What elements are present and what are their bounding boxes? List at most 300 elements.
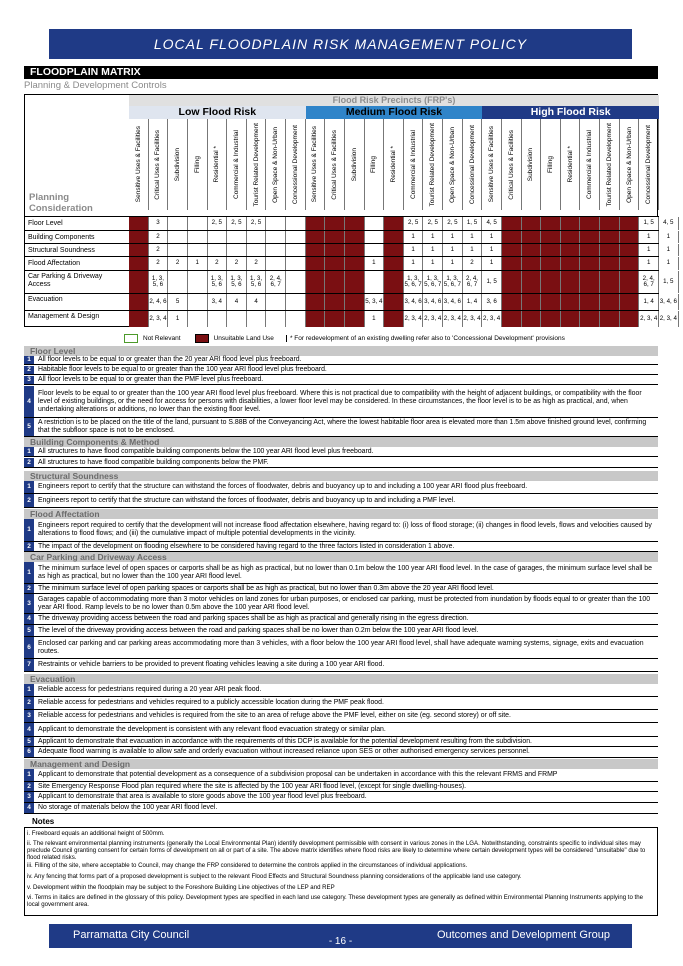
matrix-cell: 1, 3, 5, 6, 7 — [423, 271, 443, 293]
matrix-cell: 2 — [149, 257, 169, 270]
matrix-cell — [306, 257, 326, 270]
item-number: 7 — [24, 659, 34, 671]
subtitle: Planning & Development Controls — [24, 80, 167, 91]
matrix-cell — [129, 231, 149, 243]
matrix-cell — [129, 257, 149, 270]
matrix-cell: 2, 5 — [404, 217, 424, 230]
consideration-item — [24, 710, 658, 723]
matrix-cell: 1 — [423, 244, 443, 256]
column-header: Residential * — [384, 119, 404, 210]
column-header: Commercial & Industrial — [227, 119, 247, 210]
matrix-cell — [502, 231, 522, 243]
matrix-cell — [325, 271, 345, 293]
matrix-cell — [129, 311, 149, 327]
matrix-cell — [325, 311, 345, 327]
matrix-cell: 1 — [168, 311, 188, 327]
consideration-item — [24, 366, 658, 375]
matrix-cell: 3 — [149, 217, 169, 230]
matrix-cell — [188, 294, 208, 310]
item-number: 4 — [24, 614, 34, 624]
matrix-cell: 2, 3, 4 — [482, 311, 502, 327]
matrix-cell — [580, 311, 600, 327]
item-number: 2 — [24, 494, 34, 507]
row-label: Car Parking & Driveway Access — [28, 273, 103, 288]
matrix-cell: 1, 5 — [659, 271, 679, 293]
section-heading: Floor Level — [24, 346, 658, 356]
matrix-cell: 2, 3, 4 — [423, 311, 443, 327]
matrix-cell: 1, 4 — [639, 294, 659, 310]
matrix-cell — [188, 231, 208, 243]
item-number: 2 — [24, 782, 34, 791]
matrix-cell — [188, 244, 208, 256]
matrix-cell — [286, 311, 306, 327]
matrix-cell — [580, 257, 600, 270]
matrix-cell: 5, 3, 4 — [365, 294, 385, 310]
item-number: 4 — [24, 386, 34, 417]
item-text: A restriction is to be placed on the title of the land, pursuant to S.88B of the Conveyancing Act, where the lowest habitable floor area is elevated more than 1.5m above finished ground level, confirming that the subfloor space is not to be enclosed. — [38, 419, 647, 434]
item-number: 3 — [24, 376, 34, 384]
matrix-cell: 1, 3, 5, 6 — [227, 271, 247, 293]
footer-council: Parramatta City Council — [73, 929, 190, 941]
matrix-cell — [365, 244, 385, 256]
matrix-cell — [168, 244, 188, 256]
legend-unsuitable-label: Unsuitable Land Use — [213, 334, 274, 342]
matrix-cell: 3, 4, 6 — [659, 294, 679, 310]
consideration-item — [24, 792, 658, 803]
matrix-cell — [188, 217, 208, 230]
matrix-cell — [600, 294, 620, 310]
matrix-cell: 2, 3, 4 — [659, 311, 679, 327]
matrix-cell — [522, 244, 542, 256]
matrix-cell: 1, 3, 5, 6 — [247, 271, 267, 293]
column-header: Subdivision — [345, 119, 365, 210]
matrix-cell — [620, 231, 640, 243]
item-text: The level of the driveway providing access between the road and parking spaces shall be no lower than 0.2m below the 100 year ARI flood level. — [38, 626, 479, 634]
matrix-cell: 2 — [247, 257, 267, 270]
item-number: 1 — [24, 481, 34, 493]
consideration-item — [24, 594, 658, 614]
matrix-cell — [561, 311, 581, 327]
matrix-cell: 3, 6 — [482, 294, 502, 310]
matrix-cell: 2, 4, 6 — [149, 294, 169, 310]
item-text: Reliable access for pedestrians required during a 20 year ARI peak flood. — [38, 686, 262, 693]
matrix-cell — [580, 271, 600, 293]
matrix-cell — [129, 294, 149, 310]
policy-banner: LOCAL FLOODPLAIN RISK MANAGEMENT POLICY — [49, 29, 632, 59]
matrix-cell: 2, 5 — [227, 217, 247, 230]
matrix-cell: 2, 5 — [423, 217, 443, 230]
consideration-item — [24, 637, 658, 659]
matrix-cell: 1 — [443, 231, 463, 243]
item-number: 3 — [24, 594, 34, 613]
matrix-row — [25, 256, 671, 270]
matrix-cell — [247, 244, 267, 256]
matrix-cell: 2, 5 — [247, 217, 267, 230]
matrix-cell: 4 — [227, 294, 247, 310]
item-number: 4 — [24, 803, 34, 813]
matrix-cell: 1 — [404, 244, 424, 256]
matrix-cell: 1 — [423, 257, 443, 270]
item-number: 5 — [24, 418, 34, 436]
consideration-item — [24, 562, 658, 584]
item-text: Habitable floor levels to be equal to or greater than the 100 year ARI flood level plus freeboard. — [38, 366, 327, 373]
matrix-cell: 2, 3, 4 — [443, 311, 463, 327]
matrix-cell — [227, 231, 247, 243]
matrix-cell: 1 — [639, 257, 659, 270]
consideration-item — [24, 418, 658, 437]
note-item: vi. Terms in italics are defined in the glossary of this policy. Development types are specified in each land use category. These development types are generally as defined within Environmental Planning Instruments applying to the local government area. — [27, 894, 644, 908]
matrix-cell — [168, 217, 188, 230]
matrix-cell — [266, 257, 286, 270]
item-text: The minimum surface level of open spaces or carports shall be as high as practical, but no lower than 0.1m below the 100 year ARI flood level. In the case of garages, the minimum surface level shall be as high as practical, but no lower than the 100 year ARI flood level. — [38, 564, 652, 580]
matrix-cell: 1 — [463, 231, 483, 243]
consideration-item — [24, 659, 658, 672]
column-header: Critical Uses & Facilities — [325, 119, 345, 210]
column-header: Tourist Related Development — [247, 119, 267, 210]
matrix-cell — [561, 294, 581, 310]
matrix-cell — [384, 244, 404, 256]
matrix-cell — [345, 257, 365, 270]
matrix-cell: 2 — [149, 231, 169, 243]
item-text: The driveway providing access between the road and parking spaces shall be as high as practical and generally rising in the egress direction. — [38, 615, 469, 622]
matrix-cell — [247, 231, 267, 243]
matrix-cell — [620, 244, 640, 256]
matrix-cell — [502, 311, 522, 327]
consideration-item — [24, 747, 658, 758]
item-text: Reliable access for pedestrians and vehicles required to a publicly accessible location during the PMF peak flood. — [38, 699, 384, 706]
matrix-row — [25, 243, 671, 256]
legend-not-relevant-label: Not Relevant — [143, 334, 181, 342]
section-heading: Flood Affectation — [24, 509, 658, 519]
matrix-cell: 1, 3, 5, 6, 7 — [443, 271, 463, 293]
matrix-cell — [129, 217, 149, 230]
risk-header: Low Flood Risk — [129, 106, 306, 119]
item-number: 1 — [24, 562, 34, 583]
row-label: Floor Level — [28, 220, 63, 227]
planning-consideration-label: Planning Consideration — [29, 192, 93, 214]
matrix-cell — [227, 244, 247, 256]
matrix-cell — [600, 244, 620, 256]
column-header: Residential * — [208, 119, 228, 210]
matrix-cell: 4, 5 — [482, 217, 502, 230]
column-header: Filling — [365, 119, 385, 210]
matrix-cell — [365, 217, 385, 230]
consideration-item — [24, 376, 658, 385]
precincts-header: Flood Risk Precincts (FRP's) — [129, 95, 659, 106]
matrix-cell — [168, 231, 188, 243]
item-text: No storage of materials below the 100 year ARI flood level. — [38, 804, 218, 811]
matrix-cell — [522, 271, 542, 293]
matrix-cell: 2, 4, 6, 7 — [266, 271, 286, 293]
matrix-cell: 2 — [227, 257, 247, 270]
matrix-cell — [522, 217, 542, 230]
matrix-cell — [325, 294, 345, 310]
section-heading: Car Parking and Driveway Access — [24, 552, 658, 562]
matrix-cell — [325, 257, 345, 270]
item-number: 2 — [24, 542, 34, 551]
matrix-cell — [541, 311, 561, 327]
matrix-cell — [345, 294, 365, 310]
legend — [124, 333, 565, 343]
column-header: Concessional Development — [639, 119, 659, 210]
matrix-cell — [325, 217, 345, 230]
consideration-item — [24, 519, 658, 542]
footer-group: Outcomes and Development Group — [436, 929, 610, 941]
matrix-cell: 2, 4, 6, 7 — [463, 271, 483, 293]
matrix-cell — [522, 294, 542, 310]
row-label: Management & Design — [28, 313, 100, 320]
matrix-cell: 1, 5 — [639, 217, 659, 230]
column-header: Subdivision — [522, 119, 542, 210]
matrix-cell — [541, 217, 561, 230]
matrix-cell: 2, 5 — [443, 217, 463, 230]
matrix-cell — [247, 311, 267, 327]
matrix-cell — [306, 244, 326, 256]
legend-unsuitable-swatch — [195, 334, 209, 343]
row-label: Flood Affectation — [28, 260, 81, 267]
consideration-item — [24, 584, 658, 594]
matrix-cell — [306, 311, 326, 327]
matrix-cell — [620, 257, 640, 270]
matrix-cell — [541, 257, 561, 270]
note-item: v. Development within the floodplain may be subject to the Foreshore Building Line objectives of the LEP and REP — [27, 884, 335, 891]
matrix-cell — [188, 271, 208, 293]
notes-heading: Notes — [32, 817, 55, 826]
matrix-cell: 3, 4, 6 — [443, 294, 463, 310]
matrix-cell: 3, 4, 6 — [404, 294, 424, 310]
matrix-cell — [325, 231, 345, 243]
item-text: The impact of the development on flooding elsewhere to be considered having regard to the three factors listed in consideration 1 above. — [38, 542, 455, 550]
matrix-cell: 1 — [482, 231, 502, 243]
item-number: 3 — [24, 792, 34, 802]
matrix-cell — [522, 257, 542, 270]
consideration-item — [24, 737, 658, 747]
item-text: Engineers report to certify that the structure can withstand the forces of floodwater, debris and buoyancy up to and including a PMF level. — [38, 496, 456, 504]
matrix-cell — [580, 294, 600, 310]
note-item: iv. Any fencing that forms part of a proposed development is subject to the relevant Flood Effects and Structural Soundness planning considerations of the applicable land use category. — [27, 873, 522, 880]
item-number: 4 — [24, 723, 34, 736]
item-text: Site Emergency Response Flood plan required where the site is affected by the 100 year ARI flood level, (except for single dwelling-houses). — [38, 782, 467, 790]
matrix-cell — [266, 294, 286, 310]
matrix-cell: 3, 4, 6 — [423, 294, 443, 310]
column-header: Filling — [541, 119, 561, 210]
matrix-cell — [266, 244, 286, 256]
item-text: The minimum surface level of open parking spaces or carports shall be as high as practical, but no lower than 0.3m above the 20 year ARI flood level. — [38, 584, 494, 592]
matrix-cell — [541, 244, 561, 256]
matrix-cell: 3, 4 — [208, 294, 228, 310]
column-header: Filling — [188, 119, 208, 210]
consideration-item — [24, 356, 658, 365]
consideration-item — [24, 625, 658, 637]
matrix-cell: 5 — [168, 294, 188, 310]
item-number: 2 — [24, 584, 34, 593]
item-number: 6 — [24, 637, 34, 658]
row-label: Evacuation — [28, 296, 63, 303]
consideration-item — [24, 697, 658, 710]
matrix-cell — [620, 294, 640, 310]
consideration-item — [24, 458, 658, 468]
matrix-cell — [580, 217, 600, 230]
matrix-cell — [541, 294, 561, 310]
matrix-cell — [266, 231, 286, 243]
item-text: Floor levels to be equal to or greater than the 100 year ARI flood level plus freeboard. Where this is not practical due to compatibility with the height of adjacent buildings, or compatibility with the floor level of existing buildings, or the need for access for persons with disabilities, a lower floor level may be considered. In these circumstances, the floor level is to be as high as practical, and, when undertaking alterations or additions, no lower than the existing floor level. — [38, 389, 642, 413]
matrix-cell: 1 — [404, 257, 424, 270]
matrix-cell — [620, 311, 640, 327]
matrix-cell — [286, 271, 306, 293]
matrix-cell — [600, 231, 620, 243]
matrix-row — [25, 310, 677, 327]
matrix-cell: 1 — [659, 257, 679, 270]
matrix-cell — [561, 231, 581, 243]
consideration-item — [24, 782, 658, 792]
floodplain-matrix — [24, 94, 677, 327]
matrix-row — [25, 230, 671, 243]
matrix-cell: 1 — [423, 231, 443, 243]
matrix-row — [25, 293, 677, 310]
matrix-cell — [325, 244, 345, 256]
matrix-cell — [129, 271, 149, 293]
matrix-cell — [502, 294, 522, 310]
matrix-cell — [168, 271, 188, 293]
column-header: Open Space & Non-Urban — [620, 119, 640, 210]
column-header: Tourist Related Development — [600, 119, 620, 210]
matrix-cell: 1 — [463, 244, 483, 256]
matrix-cell — [561, 257, 581, 270]
column-header: Concessional Development — [463, 119, 483, 210]
column-header: Residential * — [561, 119, 581, 210]
matrix-title: FLOODPLAIN MATRIX — [24, 66, 658, 79]
item-number: 1 — [24, 684, 34, 696]
matrix-cell — [384, 294, 404, 310]
page-number: - 16 - — [328, 936, 353, 947]
row-label: Structural Soundness — [28, 247, 95, 254]
matrix-cell — [188, 311, 208, 327]
matrix-cell — [561, 217, 581, 230]
item-text: Applicant to demonstrate that area is available to store goods above the 100 year flood level plus freeboard. — [38, 793, 367, 800]
matrix-cell: 4 — [247, 294, 267, 310]
matrix-cell — [384, 271, 404, 293]
item-text: Applicant to demonstrate that evacuation in accordance with the requirements of this DCP is available for the potential development resulting from the subdivision. — [38, 737, 532, 745]
matrix-cell — [600, 311, 620, 327]
risk-header: High Flood Risk — [482, 106, 659, 119]
matrix-cell — [384, 257, 404, 270]
column-header: Critical Uses & Facilities — [502, 119, 522, 210]
matrix-cell — [620, 217, 640, 230]
matrix-cell — [600, 257, 620, 270]
column-header: Commercial & Industrial — [404, 119, 424, 210]
matrix-cell — [541, 231, 561, 243]
matrix-cell: 1, 3, 5, 6, 7 — [404, 271, 424, 293]
row-label: Building Components — [28, 234, 95, 241]
consideration-item — [24, 803, 658, 814]
matrix-cell — [129, 244, 149, 256]
item-number: 3 — [24, 710, 34, 722]
matrix-cell — [345, 244, 365, 256]
matrix-cell: 1, 5 — [463, 217, 483, 230]
matrix-cell: 1, 3, 5, 6 — [208, 271, 228, 293]
item-number: 5 — [24, 737, 34, 746]
item-number: 2 — [24, 458, 34, 467]
note-item: iii. Filling of the site, where acceptable to Council, may change the FRP considered to determine the controls applied in the circumstances of individual applications. — [27, 862, 468, 869]
matrix-row — [25, 270, 674, 293]
matrix-cell: 2, 3, 4 — [639, 311, 659, 327]
matrix-cell — [227, 311, 247, 327]
matrix-cell — [266, 311, 286, 327]
matrix-cell — [286, 231, 306, 243]
matrix-cell: 2 — [463, 257, 483, 270]
matrix-row — [25, 216, 674, 230]
matrix-cell: 1, 3, 5, 6 — [149, 271, 169, 293]
matrix-cell: 1 — [639, 231, 659, 243]
item-text: Engineers report required to certify that the development will not increase flood affectation elsewhere, having regard to: (i) loss of flood storage; (ii) changes in flood levels, flows and velocities caused by alterations to flood flows; and (iii) the cumulative impact of multiple potential developments in the vicinity. — [38, 522, 652, 537]
matrix-cell: 1 — [188, 257, 208, 270]
matrix-cell: 2, 3, 4 — [463, 311, 483, 327]
column-header: Concessional Development — [286, 119, 306, 210]
item-text: Applicant to demonstrate the development is consistent with any relevant flood evacuation strategy or similar plan. — [38, 725, 386, 733]
matrix-cell — [522, 311, 542, 327]
item-text: Adequate flood warning is available to allow safe and orderly evacuation without increased reliance upon SES or other authorised emergency services personnel. — [38, 748, 530, 755]
section-heading: Building Components & Method — [24, 437, 658, 447]
item-text: Restraints or vehicle barriers to be provided to prevent floating vehicles leaving a site during a 100 year ARI flood. — [38, 661, 385, 668]
matrix-cell: 2, 4, 6, 7 — [639, 271, 659, 293]
matrix-cell: 2 — [149, 244, 169, 256]
section-heading: Management and Design — [24, 759, 658, 769]
item-number: 1 — [24, 769, 34, 781]
footer — [49, 924, 632, 948]
matrix-cell — [522, 231, 542, 243]
item-text: All floor levels to be equal to or greater than the 20 year ARI flood level plus freeboard. — [38, 356, 302, 363]
matrix-cell: 1 — [365, 257, 385, 270]
item-text: Engineers report to certify that the structure can withstand the forces of floodwater, debris and buoyancy up to and including a 100 year ARI flood plus freeboard. — [38, 483, 528, 490]
matrix-cell — [306, 217, 326, 230]
matrix-cell — [580, 244, 600, 256]
matrix-cell — [306, 294, 326, 310]
column-header: Sensitive Uses & Facilities — [129, 119, 149, 210]
item-number: 2 — [24, 697, 34, 709]
item-text: All structures to have flood compatible building components below the 100 year ARI flood level plus freeboard. — [38, 447, 374, 455]
consideration-item — [24, 542, 658, 552]
item-text: All structures to have flood compatible building components below the PMF. — [38, 458, 269, 466]
matrix-cell: 1 — [659, 244, 679, 256]
consideration-item — [24, 447, 658, 457]
item-number: 1 — [24, 447, 34, 456]
matrix-cell — [384, 217, 404, 230]
matrix-cell — [286, 257, 306, 270]
matrix-cell — [561, 271, 581, 293]
matrix-cell — [580, 231, 600, 243]
matrix-cell — [345, 271, 365, 293]
column-header: Subdivision — [168, 119, 188, 210]
matrix-cell — [502, 271, 522, 293]
matrix-cell: 2, 5 — [208, 217, 228, 230]
matrix-cell — [502, 217, 522, 230]
matrix-cell: 1 — [482, 257, 502, 270]
matrix-cell — [266, 217, 286, 230]
item-text: Reliable access for pedestrians and vehicles is required from the site to an area of refuge above the PMF level, either on site (eg. second storey) or off site. — [38, 712, 511, 719]
matrix-cell: 1 — [482, 244, 502, 256]
matrix-cell: 2 — [168, 257, 188, 270]
matrix-cell — [502, 244, 522, 256]
matrix-cell — [561, 244, 581, 256]
column-header: Open Space & Non-Urban — [266, 119, 286, 210]
item-number: 6 — [24, 747, 34, 757]
item-number: 5 — [24, 625, 34, 636]
matrix-cell: 4, 5 — [659, 217, 679, 230]
matrix-cell: 1 — [443, 257, 463, 270]
matrix-cell — [345, 231, 365, 243]
column-header: Commercial & Industrial — [580, 119, 600, 210]
matrix-cell — [600, 217, 620, 230]
